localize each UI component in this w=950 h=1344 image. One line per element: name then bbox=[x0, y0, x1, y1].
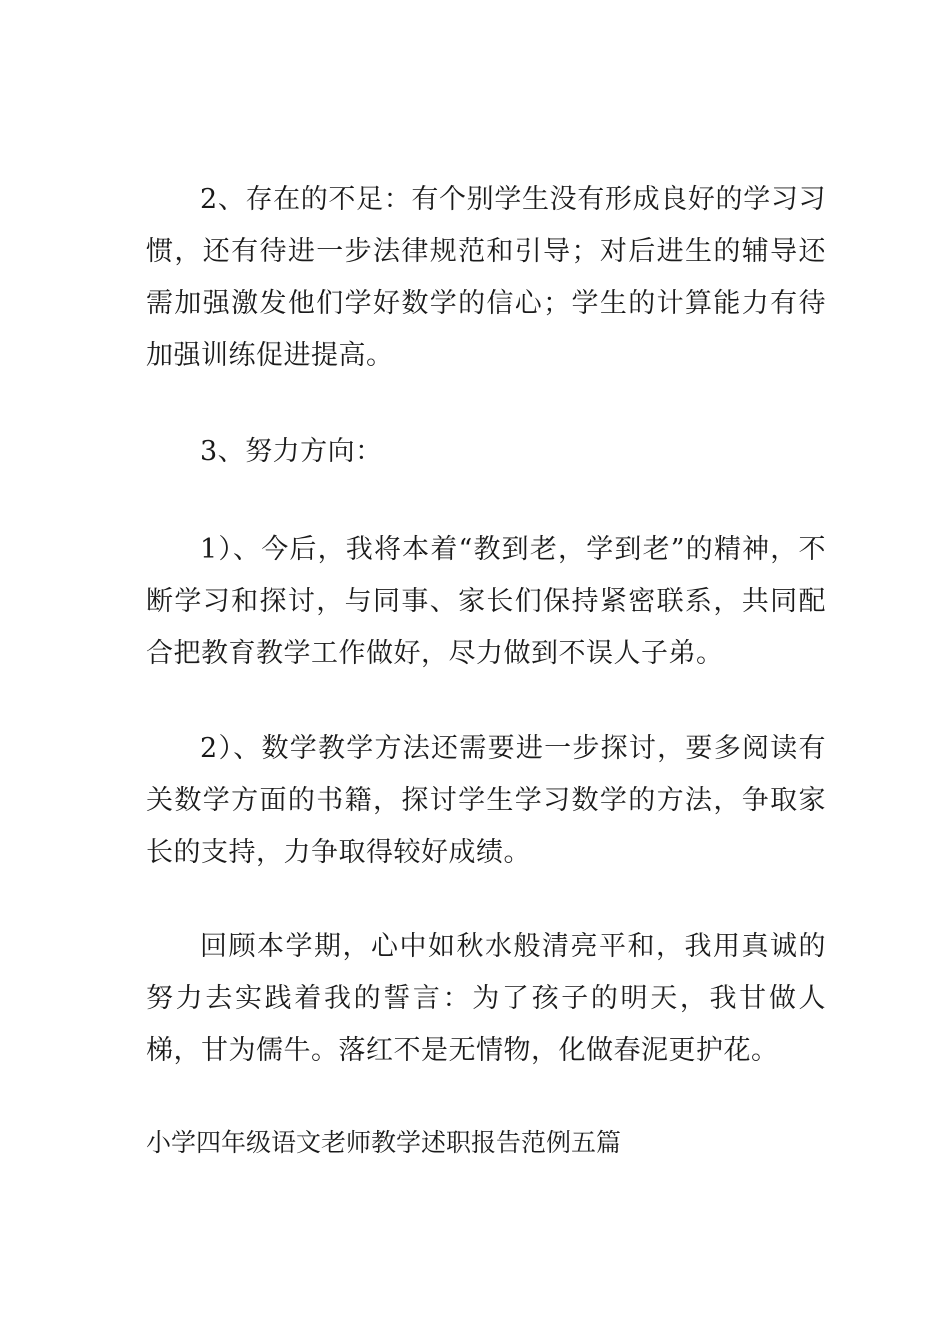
paragraph-direction-2: 2）、数学教学方法还需要进一步探讨，要多阅读有关数学方面的书籍，探讨学生学习数学的方法，争取家长的支持，力争取得较好成绩。 bbox=[146, 733, 826, 868]
paragraph-direction-1: 1）、今后，我将本着“教到老，学到老”的精神，不断学习和探讨，与同事、家长们保持紧密联系，共同配合把教育教学工作做好，尽力做到不误人子弟。 bbox=[146, 534, 826, 669]
paragraph-shortcomings: 2、存在的不足：有个别学生没有形成良好的学习习惯，还有待进一步法律规范和引导；对后进生的辅导还需加强激发他们学好数学的信心；学生的计算能力有待加强训练促进提高。 bbox=[146, 184, 826, 371]
next-article-heading: 小学四年级语文老师教学述职报告范例五篇 bbox=[146, 1128, 622, 1157]
paragraph-direction-heading: 3、努力方向： bbox=[200, 436, 383, 467]
paragraph-reflection: 回顾本学期，心中如秋水般清亮平和，我用真诚的努力去实践着我的誓言：为了孩子的明天，我甘做人梯，甘为儒牛。落红不是无情物，化做春泥更护花。 bbox=[146, 931, 826, 1066]
